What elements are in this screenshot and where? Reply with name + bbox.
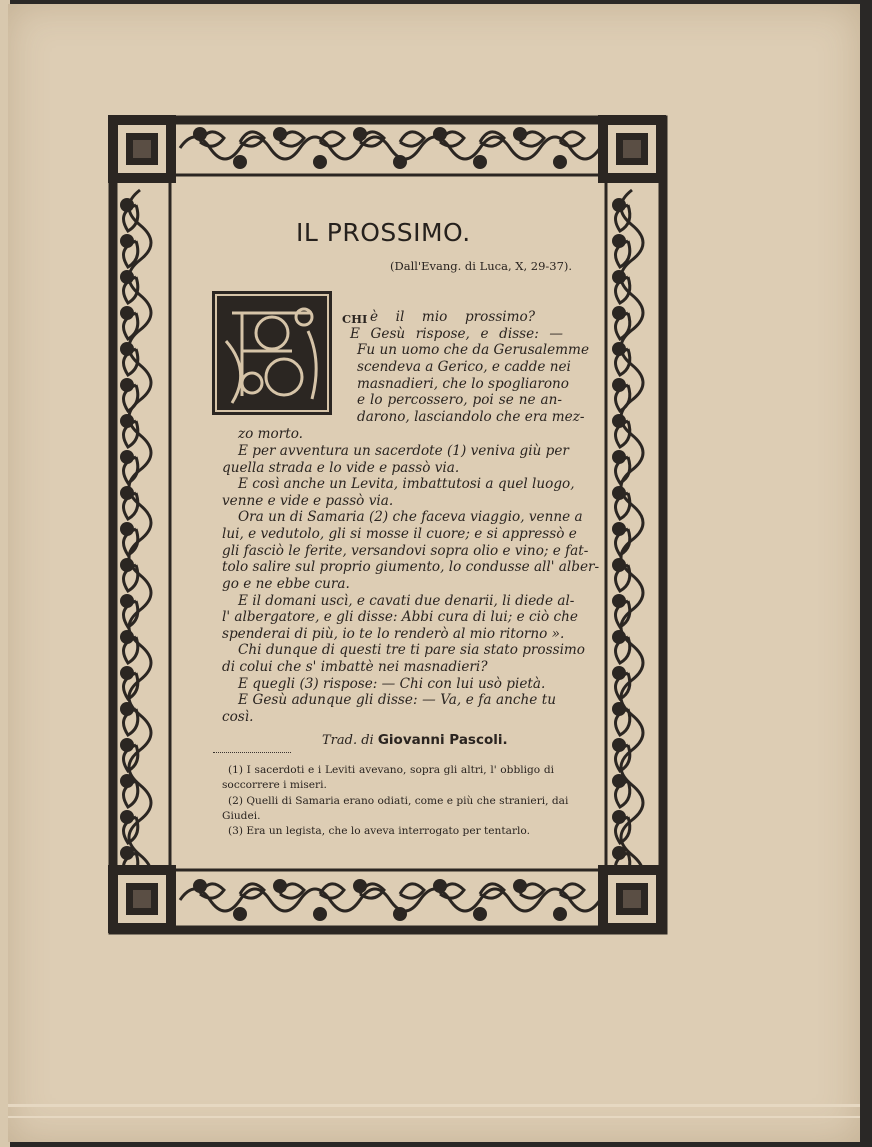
- berry: [120, 666, 134, 680]
- berry: [513, 879, 527, 893]
- corner-center: [133, 890, 151, 908]
- berry: [612, 738, 626, 752]
- leaf: [560, 884, 584, 898]
- berry: [120, 594, 134, 608]
- passage-line: lui, e vedutolo, gli si mosse il cuore; e si appressò e: [222, 526, 577, 542]
- berry: [273, 879, 287, 893]
- passage-line: E per avventura un sacerdote (1) veniva giù per: [238, 443, 569, 459]
- berry: [612, 198, 626, 212]
- footnote-separator: [213, 752, 291, 753]
- initial-ornament: [212, 291, 332, 415]
- passage-line: di colui che s' imbattè nei masnadieri?: [222, 659, 488, 675]
- passage-line: spenderai di più, io te lo renderò al mio ritorno ».: [222, 626, 565, 642]
- decorated-initial: [212, 291, 332, 415]
- passage-line: quella strada e lo vide e passò via.: [222, 460, 460, 476]
- scripture-source: (Dall'Evang. di Luca, X, 29-37).: [390, 259, 573, 273]
- berry: [513, 127, 527, 141]
- berry: [612, 810, 626, 824]
- passage-line: e lo percossero, poi se ne an-: [357, 392, 562, 408]
- berry: [433, 127, 447, 141]
- passage-line: venne e vide e passò via.: [222, 493, 394, 509]
- berry: [273, 127, 287, 141]
- footnote-line: (1) I sacerdoti e i Leviti avevano, sopra gli altri, l' obbligo di: [228, 764, 554, 776]
- leaf: [320, 884, 344, 898]
- passage-line: E quegli (3) rispose: — Chi con lui usò pietà.: [238, 676, 546, 692]
- corner-center: [623, 140, 641, 158]
- berry: [233, 155, 247, 169]
- berry: [120, 234, 134, 248]
- passage-line: E il domani uscì, e cavati due denarii, li diede al-: [238, 593, 575, 609]
- passage-line: gli fasciò le ferite, versandovi sopra olio e vino; e fat-: [222, 543, 589, 559]
- berry: [612, 774, 626, 788]
- berry: [612, 450, 626, 464]
- translator-name: Giovanni Pascoli.: [377, 732, 508, 748]
- berry: [473, 907, 487, 921]
- berry: [612, 486, 626, 500]
- berry: [553, 155, 567, 169]
- leaf: [400, 884, 424, 898]
- passage-line: scendeva a Gerico, e cadde nei: [357, 359, 571, 375]
- passage-line: tolo salire sul proprio giumento, lo condusse all' alber-: [222, 559, 600, 575]
- footnote-line: (2) Quelli di Samaria erano odiati, come e più che stranieri, dai: [228, 794, 569, 807]
- berry: [233, 907, 247, 921]
- berry: [120, 846, 134, 860]
- leaf: [320, 132, 344, 146]
- passage-line: l' albergatore, e gli disse: Abbi cura di lui; e ciò che: [222, 609, 578, 625]
- berry: [612, 522, 626, 536]
- corner-center: [623, 890, 641, 908]
- berry: [612, 666, 626, 680]
- berry: [120, 270, 134, 284]
- berry: [120, 630, 134, 644]
- corner-center: [133, 140, 151, 158]
- berry: [313, 907, 327, 921]
- opening-small-caps: CHI: [342, 312, 368, 326]
- berry: [120, 738, 134, 752]
- berry: [612, 234, 626, 248]
- berry: [612, 702, 626, 716]
- page-title: IL PROSSIMO.: [296, 218, 471, 247]
- passage-line: Chi dunque di questi tre ti pare sia stato prossimo: [238, 642, 585, 658]
- berry: [433, 879, 447, 893]
- berry: [120, 702, 134, 716]
- berry: [193, 127, 207, 141]
- passage-line: darono, lasciandolo che era mez-: [357, 409, 585, 425]
- footnote-line: (3) Era un legista, che lo aveva interrogato per tentarlo.: [228, 825, 530, 838]
- berry: [612, 378, 626, 392]
- berry: [612, 558, 626, 572]
- berry: [612, 306, 626, 320]
- passage-line: go e ne ebbe cura.: [222, 576, 350, 592]
- berry: [120, 522, 134, 536]
- berry: [612, 594, 626, 608]
- berry: [393, 907, 407, 921]
- berry: [313, 155, 327, 169]
- translator-prefix: Trad. di: [322, 733, 374, 748]
- berry: [612, 630, 626, 644]
- berry: [193, 879, 207, 893]
- berry: [612, 270, 626, 284]
- berry: [120, 774, 134, 788]
- passage-line: E Gesù rispose, e disse: —: [350, 326, 563, 342]
- berry: [353, 879, 367, 893]
- footnote-line: soccorrere i miseri.: [222, 779, 327, 792]
- passage-line: è il mio prossimo?: [370, 309, 535, 325]
- berry: [120, 378, 134, 392]
- berry: [120, 342, 134, 356]
- berry: [553, 907, 567, 921]
- passage-line: zo morto.: [238, 426, 303, 442]
- berry: [612, 414, 626, 428]
- passage-line: masnadieri, che lo spogliarono: [357, 376, 569, 392]
- berry: [612, 846, 626, 860]
- berry: [120, 414, 134, 428]
- translator-credit: [322, 731, 508, 751]
- berry: [120, 306, 134, 320]
- berry: [473, 155, 487, 169]
- berry: [353, 127, 367, 141]
- berry: [393, 155, 407, 169]
- footnote-line: Giudei.: [222, 809, 261, 822]
- passage-line: E Gesù adunque gli disse: — Va, e fa anche tu: [238, 692, 556, 708]
- passage-line: così.: [222, 709, 254, 725]
- berry: [120, 198, 134, 212]
- berry: [120, 450, 134, 464]
- passage-line: Fu un uomo che da Gerusalemme: [357, 342, 589, 358]
- berry: [120, 558, 134, 572]
- berry: [612, 342, 626, 356]
- passage-line: E così anche un Levita, imbattutosi a quel luogo,: [238, 476, 575, 492]
- passage-line: Ora un di Samaria (2) che faceva viaggio, venne a: [238, 509, 583, 525]
- leaf: [560, 132, 584, 146]
- berry: [120, 810, 134, 824]
- berry: [120, 486, 134, 500]
- leaf: [400, 132, 424, 146]
